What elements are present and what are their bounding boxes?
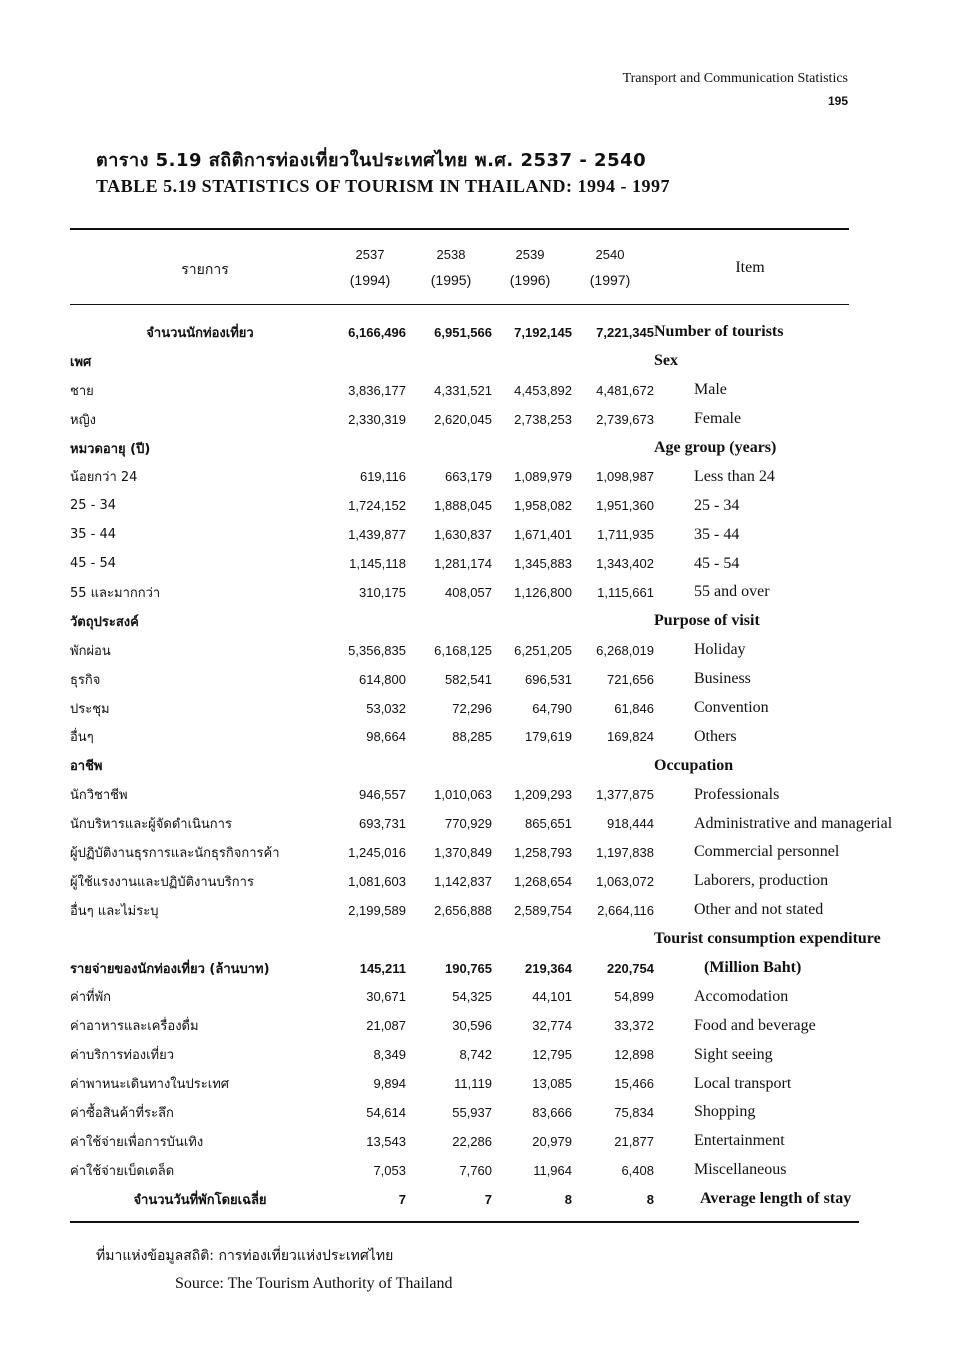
row-label-thai: ประชุม	[70, 701, 110, 717]
cell-value: 865,651	[525, 816, 572, 832]
cell-value	[572, 434, 654, 463]
row-label-thai: 35 - 44	[70, 527, 117, 543]
cell-value: 1,197,838	[596, 844, 654, 860]
cell-value: 1,145,118	[349, 556, 406, 572]
row-label-thai: อื่นๆ	[70, 730, 94, 746]
cell-value	[406, 925, 492, 954]
table-row	[70, 722, 934, 751]
table-row	[70, 780, 934, 809]
year-ce: (1995)	[430, 272, 472, 288]
cell-value: 1,888,045	[434, 498, 492, 514]
table-row	[70, 867, 934, 896]
row-label-thai: นักบริหารและผู้จัดดำเนินการ	[70, 817, 232, 833]
row-label-english: 25 - 34	[694, 496, 740, 514]
table-row	[70, 1011, 934, 1040]
year-be: 2538	[436, 247, 466, 262]
table-row	[70, 838, 934, 867]
cell-value: 1,281,174	[434, 556, 492, 572]
cell-value: 75,834	[614, 1104, 654, 1120]
table-row	[70, 1127, 934, 1156]
cell-value	[572, 607, 654, 636]
row-label-english: Entertainment	[694, 1132, 785, 1150]
row-label-thai: ค่าพาหนะเดินทางในประเทศ	[70, 1077, 230, 1093]
cell-value	[330, 925, 406, 954]
source-english: Source: The Tourism Authority of Thailand	[175, 1275, 453, 1292]
row-label-english: Business	[694, 670, 751, 688]
top-rule	[70, 228, 849, 230]
cell-value: 1,089,979	[514, 469, 572, 485]
table-row	[70, 462, 934, 491]
cell-value: 1,063,072	[596, 873, 654, 889]
table-row	[70, 405, 934, 434]
cell-value: 8	[564, 1191, 572, 1207]
cell-value: 1,345,883	[514, 556, 572, 572]
table-row	[70, 809, 934, 838]
row-label-thai: ค่าบริการท่องเที่ยว	[70, 1048, 175, 1064]
cell-value	[330, 751, 406, 780]
cell-value: 918,444	[607, 816, 654, 832]
cell-value: 2,620,045	[434, 411, 492, 427]
row-label-english: 45 - 54	[694, 554, 740, 572]
tourism-statistics-table	[70, 318, 934, 1214]
bottom-rule	[70, 1221, 859, 1223]
row-label-thai: อาชีพ	[70, 759, 103, 775]
row-label-thai: ค่าซื้อสินค้าที่ระลึก	[70, 1105, 174, 1121]
cell-value: 2,738,253	[514, 411, 572, 427]
table-title-thai: ตาราง 5.19 สถิติการท่องเที่ยวในประเทศไทย พ.ศ. 2537 - 2540	[96, 150, 647, 171]
cell-value: 44,101	[532, 989, 572, 1005]
cell-value: 6,268,019	[596, 642, 654, 658]
table-row	[70, 347, 934, 376]
row-label-thai: หมวดอายุ (ปี)	[70, 441, 151, 457]
cell-value: 7,760	[459, 1162, 492, 1178]
row-label-thai: 25 - 34	[70, 498, 117, 514]
cell-value: 21,877	[614, 1133, 654, 1149]
row-label-thai: ค่าที่พัก	[70, 990, 112, 1006]
cell-value: 190,765	[445, 960, 492, 976]
table-row	[70, 982, 934, 1011]
cell-value: 1,098,987	[596, 469, 654, 485]
column-year-2540	[577, 247, 643, 288]
row-label-english: Professionals	[694, 785, 780, 803]
row-label-english: Other and not stated	[694, 901, 824, 919]
cell-value: 2,330,319	[348, 411, 406, 427]
cell-value: 1,630,837	[434, 527, 492, 543]
cell-value: 6,168,125	[434, 642, 492, 658]
cell-value	[330, 347, 406, 376]
row-label-thai: 55 และมากกว่า	[70, 585, 161, 601]
cell-value: 3,836,177	[348, 382, 406, 398]
cell-value: 54,614	[366, 1104, 406, 1120]
row-label-english: Purpose of visit	[654, 612, 760, 630]
cell-value: 1,711,935	[597, 527, 654, 543]
row-label-english: Occupation	[654, 756, 734, 774]
series-title: Transport and Communication Statistics	[622, 71, 848, 86]
row-label-english: Shopping	[694, 1103, 756, 1121]
table-row	[70, 578, 934, 607]
row-label-thai: ชาย	[70, 383, 94, 399]
table-row	[70, 1069, 934, 1098]
row-label-thai: ค่าใช้จ่ายเพื่อการบันเทิง	[70, 1134, 204, 1150]
cell-value: 1,439,877	[348, 527, 406, 543]
row-label-english: Sex	[654, 352, 678, 370]
row-label-english: (Million Baht)	[704, 959, 802, 977]
row-label-english: Convention	[694, 699, 769, 717]
row-label-thai: อื่นๆ และไม่ระบุ	[70, 903, 159, 919]
cell-value: 1,268,654	[514, 873, 572, 889]
cell-value: 1,126,800	[514, 584, 572, 600]
cell-value: 4,331,521	[434, 382, 492, 398]
year-be: 2537	[355, 247, 385, 262]
cell-value: 7,053	[373, 1162, 406, 1178]
table-row	[70, 896, 934, 925]
table-row	[70, 694, 934, 723]
row-label-thai: จำนวนนักท่องเที่ยว	[146, 325, 254, 341]
row-label-english: Tourist consumption expenditure	[654, 930, 881, 948]
cell-value: 6,251,205	[514, 642, 572, 658]
row-label-thai: ค่าใช้จ่ายเบ็ดเตล็ด	[70, 1163, 175, 1179]
cell-value: 8,742	[459, 1047, 492, 1063]
cell-value: 614,800	[359, 671, 406, 687]
cell-value: 1,377,875	[596, 787, 654, 803]
cell-value: 11,119	[454, 1076, 492, 1092]
table-row	[70, 1185, 934, 1214]
row-label-english: Local transport	[694, 1074, 792, 1092]
row-label-english: Average length of stay	[700, 1190, 852, 1208]
cell-value: 72,296	[452, 700, 492, 716]
cell-value: 8,349	[373, 1047, 406, 1063]
row-label-thai: ผู้ปฏิบัติงานธุรการและนักธุรกิจการค้า	[70, 845, 280, 861]
cell-value: 946,557	[359, 787, 406, 803]
cell-value: 2,199,589	[348, 902, 406, 918]
row-label-english: Age group (years)	[654, 439, 777, 456]
row-label-english: 35 - 44	[694, 525, 740, 543]
row-label-thai: ค่าอาหารและเครื่องดื่ม	[70, 1019, 199, 1035]
row-label-thai: น้อยกว่า 24	[70, 470, 138, 486]
year-be: 2540	[595, 247, 625, 262]
table-row	[70, 520, 934, 549]
cell-value	[492, 434, 572, 463]
table-row	[70, 751, 934, 780]
row-label-thai: รายจ่ายของนักท่องเที่ยว (ล้านบาท)	[70, 961, 270, 977]
cell-value: 54,325	[452, 989, 492, 1005]
cell-value	[406, 347, 492, 376]
cell-value: 179,619	[525, 729, 572, 745]
cell-value	[492, 347, 572, 376]
row-label-english: 55 and over	[694, 583, 770, 601]
year-be: 2539	[515, 247, 545, 262]
row-label-english: Accomodation	[694, 987, 789, 1005]
cell-value: 696,531	[525, 671, 572, 687]
row-label-thai: นักวิชาชีพ	[70, 788, 128, 804]
cell-value: 6,408	[621, 1162, 654, 1178]
table-row	[70, 376, 934, 405]
cell-value: 6,951,566	[434, 324, 492, 340]
table-row	[70, 491, 934, 520]
row-label-english: Less than 24	[694, 467, 775, 485]
cell-value: 12,898	[614, 1047, 654, 1063]
cell-value: 98,664	[366, 729, 406, 745]
cell-value: 53,032	[366, 700, 406, 716]
cell-value: 1,245,016	[348, 844, 406, 860]
column-label-thai: รายการ	[181, 262, 229, 278]
column-label-english: Item	[735, 259, 765, 276]
cell-value	[572, 347, 654, 376]
cell-value: 220,754	[607, 960, 654, 976]
table-body	[70, 318, 934, 1214]
cell-value: 408,057	[445, 584, 492, 600]
cell-value: 88,285	[452, 729, 492, 745]
table-row	[70, 665, 934, 694]
cell-value: 21,087	[366, 1018, 406, 1034]
cell-value	[492, 607, 572, 636]
cell-value: 1,142,837	[434, 873, 492, 889]
cell-value	[406, 434, 492, 463]
table-row	[70, 549, 934, 578]
cell-value: 1,258,793	[514, 844, 572, 860]
source-thai: ที่มาแห่งข้อมูลสถิติ: การท่องเที่ยวแห่งประเทศไทย	[96, 1248, 394, 1264]
table-row	[70, 434, 934, 463]
cell-value: 64,790	[532, 700, 572, 716]
row-label-english: Female	[694, 410, 742, 428]
table-row	[70, 607, 934, 636]
cell-value: 1,010,063	[434, 787, 492, 803]
cell-value: 11,964	[533, 1162, 572, 1178]
cell-value: 582,541	[445, 671, 492, 687]
table-title-english: TABLE 5.19 STATISTICS OF TOURISM IN THAILAND: 1994 - 1997	[96, 176, 670, 196]
cell-value: 1,370,849	[434, 844, 492, 860]
cell-value: 4,481,672	[596, 382, 654, 398]
cell-value: 54,899	[614, 989, 654, 1005]
cell-value	[492, 751, 572, 780]
cell-value: 663,179	[445, 469, 492, 485]
cell-value: 32,774	[532, 1018, 572, 1034]
cell-value: 1,951,360	[596, 498, 654, 514]
cell-value: 15,466	[614, 1076, 654, 1092]
cell-value: 20,979	[532, 1133, 572, 1149]
row-label-thai: วัตถุประสงค์	[70, 614, 139, 630]
row-label-english: Administrative and managerial	[694, 814, 893, 832]
row-label-english: Male	[694, 381, 727, 399]
cell-value: 30,671	[366, 989, 406, 1005]
cell-value: 13,543	[366, 1133, 406, 1149]
row-label-thai: 45 - 54	[70, 556, 117, 572]
year-ce: (1994)	[349, 272, 391, 288]
cell-value: 1,081,603	[348, 873, 406, 889]
cell-value: 310,175	[359, 584, 406, 600]
cell-value: 61,846	[614, 700, 654, 716]
cell-value: 1,343,402	[596, 556, 654, 572]
page-number: 195	[827, 94, 848, 108]
cell-value: 22,286	[452, 1133, 492, 1149]
cell-value: 2,656,888	[434, 902, 492, 918]
table-row	[70, 954, 934, 983]
cell-value	[572, 925, 654, 954]
cell-value	[330, 434, 406, 463]
cell-value: 2,664,116	[597, 902, 654, 918]
cell-value	[330, 607, 406, 636]
cell-value: 12,795	[532, 1047, 572, 1063]
cell-value: 33,372	[614, 1018, 654, 1034]
row-label-thai: ธุรกิจ	[70, 672, 101, 688]
cell-value: 693,731	[359, 816, 406, 832]
column-year-2538	[418, 247, 484, 288]
column-year-2539	[497, 247, 563, 288]
cell-value: 1,724,152	[348, 498, 406, 514]
cell-value: 1,115,661	[597, 584, 654, 600]
row-label-thai: หญิง	[70, 412, 96, 428]
cell-value: 55,937	[452, 1104, 492, 1120]
cell-value: 83,666	[532, 1104, 572, 1120]
row-label-english: Commercial personnel	[694, 843, 840, 861]
cell-value: 219,364	[525, 960, 572, 976]
row-label-english: Miscellaneous	[694, 1161, 787, 1179]
cell-value: 9,894	[373, 1076, 406, 1092]
row-label-english: Holiday	[694, 641, 746, 659]
cell-value: 4,453,892	[514, 382, 572, 398]
cell-value	[406, 751, 492, 780]
cell-value: 7,221,345	[596, 324, 654, 340]
cell-value: 7	[398, 1191, 406, 1207]
cell-value: 1,671,401	[514, 527, 572, 543]
table-row	[70, 925, 934, 954]
row-label-thai: ผู้ใช้แรงงานและปฏิบัติงานบริการ	[70, 874, 254, 890]
year-ce: (1996)	[509, 272, 551, 288]
cell-value: 7,192,145	[514, 324, 572, 340]
cell-value: 5,356,835	[348, 642, 406, 658]
row-label-english: Sight seeing	[694, 1045, 773, 1063]
row-label-thai	[70, 925, 330, 954]
cell-value: 145,211	[359, 960, 406, 976]
cell-value: 619,116	[359, 469, 406, 485]
cell-value	[492, 925, 572, 954]
table-row	[70, 318, 934, 347]
header-rule	[70, 304, 849, 305]
row-label-english: Food and beverage	[694, 1016, 816, 1034]
cell-value: 6,166,496	[348, 324, 406, 340]
cell-value: 770,929	[445, 816, 492, 832]
row-label-thai: จำนวนวันที่พักโดยเฉลี่ย	[133, 1192, 267, 1208]
cell-value: 2,739,673	[596, 411, 654, 427]
table-row	[70, 1098, 934, 1127]
cell-value: 7	[484, 1191, 492, 1207]
cell-value	[406, 607, 492, 636]
row-label-english: Others	[694, 727, 737, 745]
row-label-english: Laborers, production	[694, 872, 829, 890]
table-row	[70, 1156, 934, 1185]
cell-value: 30,596	[452, 1018, 492, 1034]
row-label-thai: เพศ	[70, 354, 92, 370]
cell-value: 721,656	[607, 671, 654, 687]
table-row	[70, 636, 934, 665]
row-label-english: Number of tourists	[654, 323, 784, 341]
year-ce: (1997)	[589, 272, 631, 288]
table-row	[70, 1040, 934, 1069]
cell-value: 8	[646, 1191, 654, 1207]
cell-value: 1,958,082	[514, 498, 572, 514]
cell-value: 1,209,293	[514, 787, 572, 803]
cell-value: 2,589,754	[514, 902, 572, 918]
column-year-2537	[337, 247, 403, 288]
cell-value	[572, 751, 654, 780]
row-label-thai: พักผ่อน	[70, 643, 111, 659]
cell-value: 13,085	[532, 1076, 572, 1092]
cell-value: 169,824	[607, 729, 654, 745]
